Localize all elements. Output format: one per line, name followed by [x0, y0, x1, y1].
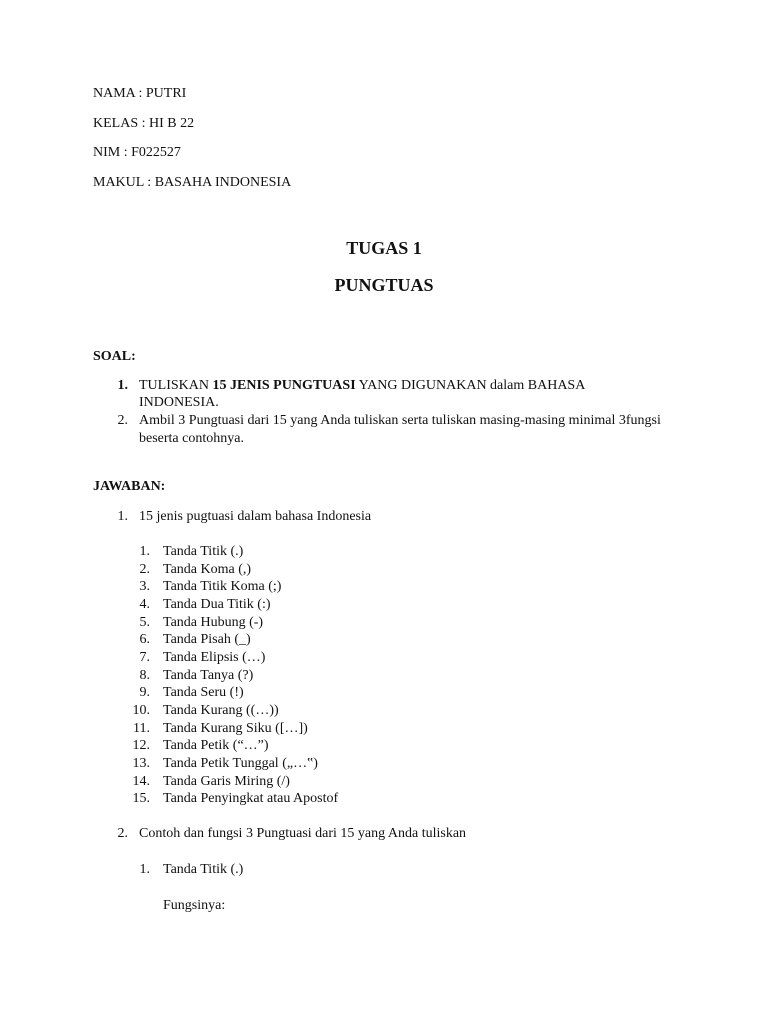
course-name: MAKUL : BASAHA INDONESIA: [93, 175, 292, 190]
list-item: Tanda Tanya (?): [163, 668, 254, 683]
student-nim: NIM : F022527: [93, 145, 181, 160]
question-1-text: [139, 378, 585, 394]
list-item-number: 11.: [133, 721, 150, 736]
question-1-text-line-2: INDONESIA.: [139, 395, 219, 410]
answer-1-text: 15 jenis pugtuasi dalam bahasa Indonesia: [139, 509, 372, 524]
list-item-number: 4.: [139, 597, 150, 612]
list-item: Tanda Petik Tunggal („…‟): [163, 756, 318, 771]
question-2-number: 2.: [117, 413, 128, 428]
list-item-number: 3.: [139, 579, 150, 594]
list-item-number: 14.: [132, 774, 150, 789]
list-item: Tanda Pisah (_): [163, 632, 251, 647]
list-item-number: 1.: [139, 544, 150, 559]
question-2-text-line-2: beserta contohnya.: [139, 431, 244, 446]
question-1-part-3: YANG DIGUNAKAN dalam BAHASA: [355, 378, 586, 393]
list-item: Tanda Kurang ((…)): [163, 703, 279, 718]
answer-2-number: 2.: [117, 826, 128, 841]
assignment-title: TUGAS 1: [346, 238, 422, 258]
list-item: Tanda Titik (.): [163, 544, 244, 559]
student-name: NAMA : PUTRI: [93, 86, 187, 101]
list-item: Tanda Hubung (-): [163, 615, 264, 630]
answer-1-number: 1.: [117, 509, 128, 524]
list-item-number: 6.: [139, 632, 150, 647]
student-class: KELAS : HI B 22: [93, 116, 195, 131]
list-item: Tanda Garis Miring (/): [163, 774, 290, 789]
question-1-part-1: TULISKAN: [139, 378, 213, 393]
list-item: Tanda Penyingkat atau Apostof: [163, 791, 339, 806]
assignment-subject: PUNGTUAS: [334, 275, 434, 295]
list-item: Tanda Petik (“…”): [163, 738, 269, 753]
list-item-number: 13.: [132, 756, 150, 771]
question-2-text-line-1: Ambil 3 Pungtuasi dari 15 yang Anda tuliskan serta tuliskan masing-masing minimal 3fungsi: [139, 413, 661, 428]
list-item-number: 7.: [139, 650, 150, 665]
fungsi-label: Fungsinya:: [163, 898, 226, 913]
list-item-number: 9.: [139, 685, 150, 700]
list-item: Tanda Seru (!): [163, 685, 244, 700]
question-1-number: 1.: [117, 378, 128, 393]
list-item-number: 8.: [139, 668, 150, 683]
list-item: Tanda Kurang Siku ([…]): [163, 721, 308, 736]
answer-2-text: Contoh dan fungsi 3 Pungtuasi dari 15 yang Anda tuliskan: [139, 826, 467, 841]
sub-item-text: Tanda Titik (.): [163, 862, 244, 877]
list-item-number: 10.: [132, 703, 150, 718]
question-1-bold-part: 15 JENIS PUNGTUASI: [212, 378, 356, 393]
soal-heading: SOAL:: [93, 349, 136, 364]
jawaban-heading: JAWABAN:: [93, 479, 166, 494]
list-item-number: 15.: [132, 791, 150, 806]
list-item: Tanda Elipsis (…): [163, 650, 266, 665]
list-item-number: 2.: [139, 562, 150, 577]
list-item-number: 12.: [132, 738, 150, 753]
list-item-number: 5.: [139, 615, 150, 630]
sub-item-number: 1.: [139, 862, 150, 877]
list-item: Tanda Dua Titik (:): [163, 597, 271, 612]
list-item: Tanda Koma (,): [163, 562, 252, 577]
list-item: Tanda Titik Koma (;): [163, 579, 282, 594]
